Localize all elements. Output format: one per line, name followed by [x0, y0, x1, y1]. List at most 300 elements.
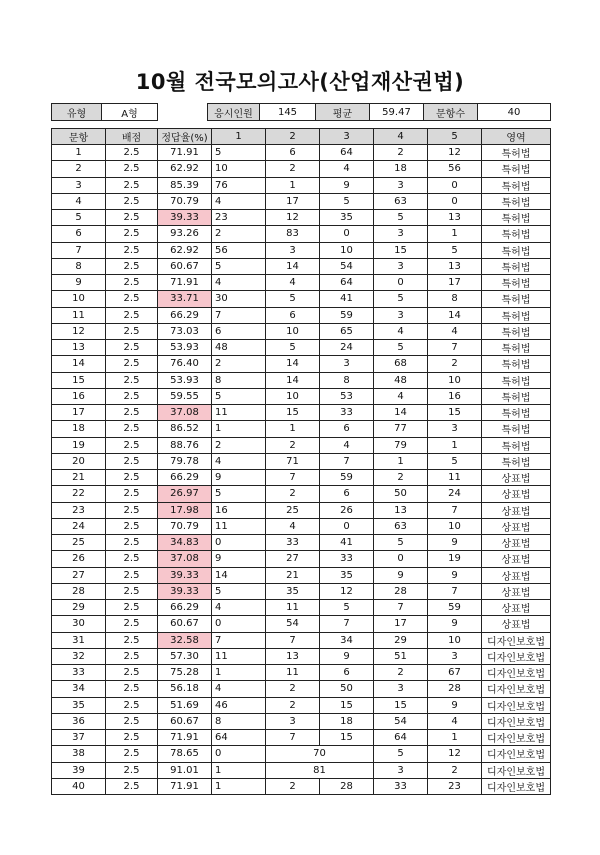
- points-cell: 2.5: [106, 421, 158, 437]
- choice-2-cell: 10: [266, 323, 320, 339]
- choice-2-cell: 2: [266, 486, 320, 502]
- correct-rate-cell: 17.98: [158, 502, 212, 518]
- choice-2-cell: 13: [266, 648, 320, 664]
- area-cell: 특허법: [482, 323, 551, 339]
- choice-4-cell: 4: [374, 388, 428, 404]
- choice-3-cell: 4: [320, 437, 374, 453]
- header-choice-1: 1: [212, 129, 266, 145]
- header-area: 영역: [482, 129, 551, 145]
- question-number: 13: [52, 340, 106, 356]
- points-cell: 2.5: [106, 453, 158, 469]
- choice-5-cell: 5: [428, 453, 482, 469]
- choice-1-cell: 11: [212, 405, 266, 421]
- table-row: [52, 746, 551, 762]
- choice-5-cell: 4: [428, 323, 482, 339]
- choice-3-cell: 5: [320, 600, 374, 616]
- choice-3-cell: 33: [320, 405, 374, 421]
- points-cell: 2.5: [106, 210, 158, 226]
- question-number: 26: [52, 551, 106, 567]
- page-title: 10월 전국모의고사(산업재산권법): [135, 70, 465, 94]
- choice-1-cell: 2: [212, 226, 266, 242]
- choice-4-cell: 13: [374, 502, 428, 518]
- choice-5-cell: 4: [428, 713, 482, 729]
- points-cell: 2.5: [106, 486, 158, 502]
- examinees-value: 145: [260, 104, 316, 121]
- choice-1-cell: 5: [212, 388, 266, 404]
- choice-5-cell: 9: [428, 616, 482, 632]
- choice-1-cell: 1: [212, 762, 266, 778]
- choice-5-cell: 23: [428, 778, 482, 794]
- table-row: [52, 323, 551, 339]
- choice-1-cell: 4: [212, 681, 266, 697]
- choice-5-cell: 3: [428, 421, 482, 437]
- area-cell: 상표법: [482, 470, 551, 486]
- points-cell: 2.5: [106, 746, 158, 762]
- question-number: 25: [52, 535, 106, 551]
- area-cell: 상표법: [482, 502, 551, 518]
- question-number: 31: [52, 632, 106, 648]
- choice-4-cell: 29: [374, 632, 428, 648]
- choice-5-cell: 7: [428, 583, 482, 599]
- table-row: [52, 210, 551, 226]
- choice-5-cell: 17: [428, 275, 482, 291]
- choice-1-cell: 11: [212, 648, 266, 664]
- choice-5-cell: 9: [428, 697, 482, 713]
- choice-2-cell: 2: [266, 437, 320, 453]
- choice-2-cell: 7: [266, 470, 320, 486]
- header-choice-4: 4: [374, 129, 428, 145]
- choice-4-cell: 3: [374, 258, 428, 274]
- choice-3-cell: 9: [320, 177, 374, 193]
- choice-1-cell: 14: [212, 567, 266, 583]
- table-row: [52, 405, 551, 421]
- choice-2-cell: 6: [266, 145, 320, 161]
- points-cell: 2.5: [106, 323, 158, 339]
- question-number: 36: [52, 713, 106, 729]
- choice-2-cell: 3: [266, 242, 320, 258]
- choice-2-cell: 2: [266, 697, 320, 713]
- choice-3-cell: 59: [320, 307, 374, 323]
- choice-4-cell: 18: [374, 161, 428, 177]
- question-number: 34: [52, 681, 106, 697]
- choice-3-cell: 54: [320, 258, 374, 274]
- table-row: [52, 388, 551, 404]
- question-number: 1: [52, 145, 106, 161]
- table-row: [52, 567, 551, 583]
- correct-rate-cell: 88.76: [158, 437, 212, 453]
- choice-3-cell: 0: [320, 226, 374, 242]
- correct-rate-cell: 66.29: [158, 307, 212, 323]
- correct-rate-cell: 71.91: [158, 778, 212, 794]
- points-cell: 2.5: [106, 583, 158, 599]
- correct-rate-cell: 59.55: [158, 388, 212, 404]
- header-row: [52, 129, 551, 145]
- area-cell: 디자인보호법: [482, 746, 551, 762]
- choice-4-cell: 51: [374, 648, 428, 664]
- header-choice-3: 3: [320, 129, 374, 145]
- choice-2-cell: 7: [266, 730, 320, 746]
- choice-3-cell: 59: [320, 470, 374, 486]
- area-cell: 특허법: [482, 372, 551, 388]
- choice-2-cell: 6: [266, 307, 320, 323]
- choice-2-cell: 54: [266, 616, 320, 632]
- correct-rate-cell: 93.26: [158, 226, 212, 242]
- choice-4-cell: 0: [374, 551, 428, 567]
- table-row: [52, 616, 551, 632]
- area-cell: 특허법: [482, 193, 551, 209]
- choice-2-cell: 25: [266, 502, 320, 518]
- correct-rate-cell: 70.79: [158, 518, 212, 534]
- choice-2-cell: 2: [266, 681, 320, 697]
- choice-3-cell: 6: [320, 665, 374, 681]
- choice-4-cell: 2: [374, 665, 428, 681]
- header-question: 문항: [52, 129, 106, 145]
- table-row: [52, 470, 551, 486]
- choice-3-cell: 35: [320, 567, 374, 583]
- table-row: [52, 600, 551, 616]
- choice-2-cell: 35: [266, 583, 320, 599]
- choice-1-cell: 48: [212, 340, 266, 356]
- points-cell: 2.5: [106, 161, 158, 177]
- correct-rate-cell: 75.28: [158, 665, 212, 681]
- choice-2-cell: 27: [266, 551, 320, 567]
- choice-5-cell: 13: [428, 210, 482, 226]
- choice-3-cell: 4: [320, 161, 374, 177]
- points-cell: 2.5: [106, 648, 158, 664]
- area-cell: 디자인보호법: [482, 681, 551, 697]
- choice-4-cell: 3: [374, 762, 428, 778]
- choice-2-cell: 2: [266, 778, 320, 794]
- points-cell: 2.5: [106, 177, 158, 193]
- points-cell: 2.5: [106, 405, 158, 421]
- choice-4-cell: 63: [374, 193, 428, 209]
- choice-2-cell: 3: [266, 713, 320, 729]
- choice-4-cell: 5: [374, 535, 428, 551]
- correct-rate-cell: 37.08: [158, 551, 212, 567]
- choice-1-cell: 5: [212, 583, 266, 599]
- points-cell: 2.5: [106, 730, 158, 746]
- points-cell: 2.5: [106, 697, 158, 713]
- average-label: 평균: [316, 104, 370, 121]
- correct-rate-cell: 78.65: [158, 746, 212, 762]
- choice-1-cell: 46: [212, 697, 266, 713]
- points-cell: 2.5: [106, 388, 158, 404]
- correct-rate-cell: 26.97: [158, 486, 212, 502]
- choice-5-cell: 10: [428, 372, 482, 388]
- table-row: [52, 258, 551, 274]
- choice-1-cell: 56: [212, 242, 266, 258]
- question-number: 9: [52, 275, 106, 291]
- choice-3-cell: 18: [320, 713, 374, 729]
- choice-5-cell: 2: [428, 356, 482, 372]
- area-cell: 상표법: [482, 518, 551, 534]
- area-cell: 상표법: [482, 486, 551, 502]
- question-number: 23: [52, 502, 106, 518]
- points-cell: 2.5: [106, 291, 158, 307]
- choice-2-cell: 14: [266, 372, 320, 388]
- choice-2-cell: 5: [266, 291, 320, 307]
- table-row: [52, 372, 551, 388]
- area-cell: 특허법: [482, 145, 551, 161]
- choice-3-cell: 7: [320, 453, 374, 469]
- question-number: 15: [52, 372, 106, 388]
- choice-5-cell: 28: [428, 681, 482, 697]
- choice-2-cell: 4: [266, 518, 320, 534]
- points-cell: 2.5: [106, 258, 158, 274]
- choice-4-cell: 2: [374, 470, 428, 486]
- points-cell: 2.5: [106, 437, 158, 453]
- question-number: 22: [52, 486, 106, 502]
- choice-2-cell: 11: [266, 665, 320, 681]
- area-cell: 디자인보호법: [482, 665, 551, 681]
- type-label: 유형: [52, 104, 102, 121]
- choice-1-cell: 0: [212, 535, 266, 551]
- correct-rate-cell: 71.91: [158, 730, 212, 746]
- choice-4-cell: 5: [374, 340, 428, 356]
- table-row: [52, 778, 551, 794]
- area-cell: 디자인보호법: [482, 648, 551, 664]
- question-number: 3: [52, 177, 106, 193]
- question-number: 4: [52, 193, 106, 209]
- choice-3-cell: 64: [320, 275, 374, 291]
- choice-4-cell: 54: [374, 713, 428, 729]
- table-row: [52, 307, 551, 323]
- choice-5-cell: 19: [428, 551, 482, 567]
- choice-4-cell: 48: [374, 372, 428, 388]
- area-cell: 상표법: [482, 616, 551, 632]
- choice-2-cell: 11: [266, 600, 320, 616]
- points-cell: 2.5: [106, 681, 158, 697]
- area-cell: 상표법: [482, 583, 551, 599]
- correct-rate-cell: 34.83: [158, 535, 212, 551]
- correct-rate-cell: 39.33: [158, 583, 212, 599]
- choice-4-cell: 1: [374, 453, 428, 469]
- choice-4-cell: 63: [374, 518, 428, 534]
- question-number: 10: [52, 291, 106, 307]
- choice-5-cell: 9: [428, 567, 482, 583]
- choice-4-cell: 5: [374, 746, 428, 762]
- choice-1-cell: 0: [212, 616, 266, 632]
- area-cell: 특허법: [482, 226, 551, 242]
- choice-4-cell: 4: [374, 323, 428, 339]
- correct-rate-cell: 60.67: [158, 616, 212, 632]
- choice-1-cell: 10: [212, 161, 266, 177]
- choice-2-3-cell: 81: [266, 762, 374, 778]
- question-number: 19: [52, 437, 106, 453]
- area-cell: 특허법: [482, 307, 551, 323]
- points-cell: 2.5: [106, 193, 158, 209]
- points-cell: 2.5: [106, 616, 158, 632]
- points-cell: 2.5: [106, 632, 158, 648]
- table-row: [52, 518, 551, 534]
- choice-2-cell: 33: [266, 535, 320, 551]
- choice-3-cell: 15: [320, 697, 374, 713]
- table-row: [52, 762, 551, 778]
- table-row: [52, 713, 551, 729]
- table-row: [52, 697, 551, 713]
- choice-3-cell: 15: [320, 730, 374, 746]
- question-number: 35: [52, 697, 106, 713]
- question-number: 21: [52, 470, 106, 486]
- choice-3-cell: 6: [320, 421, 374, 437]
- choice-5-cell: 12: [428, 746, 482, 762]
- points-cell: 2.5: [106, 518, 158, 534]
- area-cell: 특허법: [482, 291, 551, 307]
- area-cell: 특허법: [482, 275, 551, 291]
- choice-3-cell: 9: [320, 648, 374, 664]
- area-cell: 특허법: [482, 210, 551, 226]
- choice-5-cell: 0: [428, 193, 482, 209]
- points-cell: 2.5: [106, 567, 158, 583]
- choice-2-cell: 83: [266, 226, 320, 242]
- table-row: [52, 535, 551, 551]
- correct-rate-cell: 37.08: [158, 405, 212, 421]
- question-number: 7: [52, 242, 106, 258]
- choice-2-cell: 1: [266, 421, 320, 437]
- choice-1-cell: 5: [212, 486, 266, 502]
- points-cell: 2.5: [106, 307, 158, 323]
- correct-rate-cell: 86.52: [158, 421, 212, 437]
- choice-2-cell: 14: [266, 356, 320, 372]
- choice-5-cell: 1: [428, 437, 482, 453]
- choice-3-cell: 35: [320, 210, 374, 226]
- correct-rate-cell: 73.03: [158, 323, 212, 339]
- correct-rate-cell: 32.58: [158, 632, 212, 648]
- choice-5-cell: 5: [428, 242, 482, 258]
- area-cell: 상표법: [482, 535, 551, 551]
- area-cell: 디자인보호법: [482, 632, 551, 648]
- choice-3-cell: 3: [320, 356, 374, 372]
- choice-1-cell: 1: [212, 778, 266, 794]
- choice-2-cell: 21: [266, 567, 320, 583]
- choice-3-cell: 34: [320, 632, 374, 648]
- correct-rate-cell: 76.40: [158, 356, 212, 372]
- examinees-label: 응시인원: [208, 104, 260, 121]
- question-number: 5: [52, 210, 106, 226]
- correct-rate-cell: 91.01: [158, 762, 212, 778]
- choice-4-cell: 17: [374, 616, 428, 632]
- choice-1-cell: 2: [212, 356, 266, 372]
- choice-4-cell: 28: [374, 583, 428, 599]
- choice-5-cell: 7: [428, 502, 482, 518]
- choice-5-cell: 12: [428, 145, 482, 161]
- choice-2-cell: 5: [266, 340, 320, 356]
- points-cell: 2.5: [106, 356, 158, 372]
- question-number: 8: [52, 258, 106, 274]
- choice-5-cell: 10: [428, 518, 482, 534]
- correct-rate-cell: 66.29: [158, 470, 212, 486]
- correct-rate-cell: 53.93: [158, 372, 212, 388]
- question-number: 27: [52, 567, 106, 583]
- points-cell: 2.5: [106, 242, 158, 258]
- choice-2-3-cell: 70: [266, 746, 374, 762]
- choice-3-cell: 53: [320, 388, 374, 404]
- question-number: 32: [52, 648, 106, 664]
- choice-1-cell: 23: [212, 210, 266, 226]
- area-cell: 특허법: [482, 405, 551, 421]
- choice-3-cell: 26: [320, 502, 374, 518]
- results-table: [51, 128, 551, 795]
- choice-5-cell: 10: [428, 632, 482, 648]
- choice-5-cell: 2: [428, 762, 482, 778]
- question-number: 12: [52, 323, 106, 339]
- summary-table: [51, 103, 551, 121]
- table-row: [52, 665, 551, 681]
- correct-rate-cell: 66.29: [158, 600, 212, 616]
- points-cell: 2.5: [106, 372, 158, 388]
- choice-4-cell: 0: [374, 275, 428, 291]
- correct-rate-cell: 39.33: [158, 567, 212, 583]
- area-cell: 디자인보호법: [482, 762, 551, 778]
- choice-2-cell: 14: [266, 258, 320, 274]
- choice-4-cell: 5: [374, 210, 428, 226]
- choice-1-cell: 16: [212, 502, 266, 518]
- points-cell: 2.5: [106, 145, 158, 161]
- points-cell: 2.5: [106, 600, 158, 616]
- correct-rate-cell: 39.33: [158, 210, 212, 226]
- correct-rate-cell: 51.69: [158, 697, 212, 713]
- choice-3-cell: 6: [320, 486, 374, 502]
- table-row: [52, 453, 551, 469]
- type-value: A형: [102, 104, 158, 121]
- table-row: [52, 730, 551, 746]
- choice-5-cell: 13: [428, 258, 482, 274]
- question-number: 24: [52, 518, 106, 534]
- correct-rate-cell: 56.18: [158, 681, 212, 697]
- choice-1-cell: 4: [212, 453, 266, 469]
- table-row: [52, 502, 551, 518]
- header-rate: 정답율(%): [158, 129, 212, 145]
- points-cell: 2.5: [106, 535, 158, 551]
- choice-3-cell: 7: [320, 616, 374, 632]
- correct-rate-cell: 60.67: [158, 713, 212, 729]
- choice-1-cell: 11: [212, 518, 266, 534]
- choice-2-cell: 10: [266, 388, 320, 404]
- questions-value: 40: [478, 104, 551, 121]
- questions-label: 문항수: [424, 104, 478, 121]
- table-row: [52, 356, 551, 372]
- table-row: [52, 681, 551, 697]
- table-row: [52, 632, 551, 648]
- area-cell: 특허법: [482, 388, 551, 404]
- area-cell: 특허법: [482, 242, 551, 258]
- correct-rate-cell: 71.91: [158, 145, 212, 161]
- choice-5-cell: 14: [428, 307, 482, 323]
- correct-rate-cell: 57.30: [158, 648, 212, 664]
- correct-rate-cell: 53.93: [158, 340, 212, 356]
- table-row: [52, 291, 551, 307]
- choice-3-cell: 5: [320, 193, 374, 209]
- area-cell: 특허법: [482, 421, 551, 437]
- choice-4-cell: 14: [374, 405, 428, 421]
- choice-1-cell: 4: [212, 193, 266, 209]
- points-cell: 2.5: [106, 762, 158, 778]
- choice-5-cell: 56: [428, 161, 482, 177]
- choice-1-cell: 1: [212, 421, 266, 437]
- choice-1-cell: 7: [212, 632, 266, 648]
- header-choice-5: 5: [428, 129, 482, 145]
- question-number: 16: [52, 388, 106, 404]
- table-row: [52, 437, 551, 453]
- choice-1-cell: 1: [212, 665, 266, 681]
- choice-1-cell: 7: [212, 307, 266, 323]
- question-number: 17: [52, 405, 106, 421]
- question-number: 33: [52, 665, 106, 681]
- choice-5-cell: 67: [428, 665, 482, 681]
- area-cell: 디자인보호법: [482, 713, 551, 729]
- correct-rate-cell: 62.92: [158, 242, 212, 258]
- choice-4-cell: 9: [374, 567, 428, 583]
